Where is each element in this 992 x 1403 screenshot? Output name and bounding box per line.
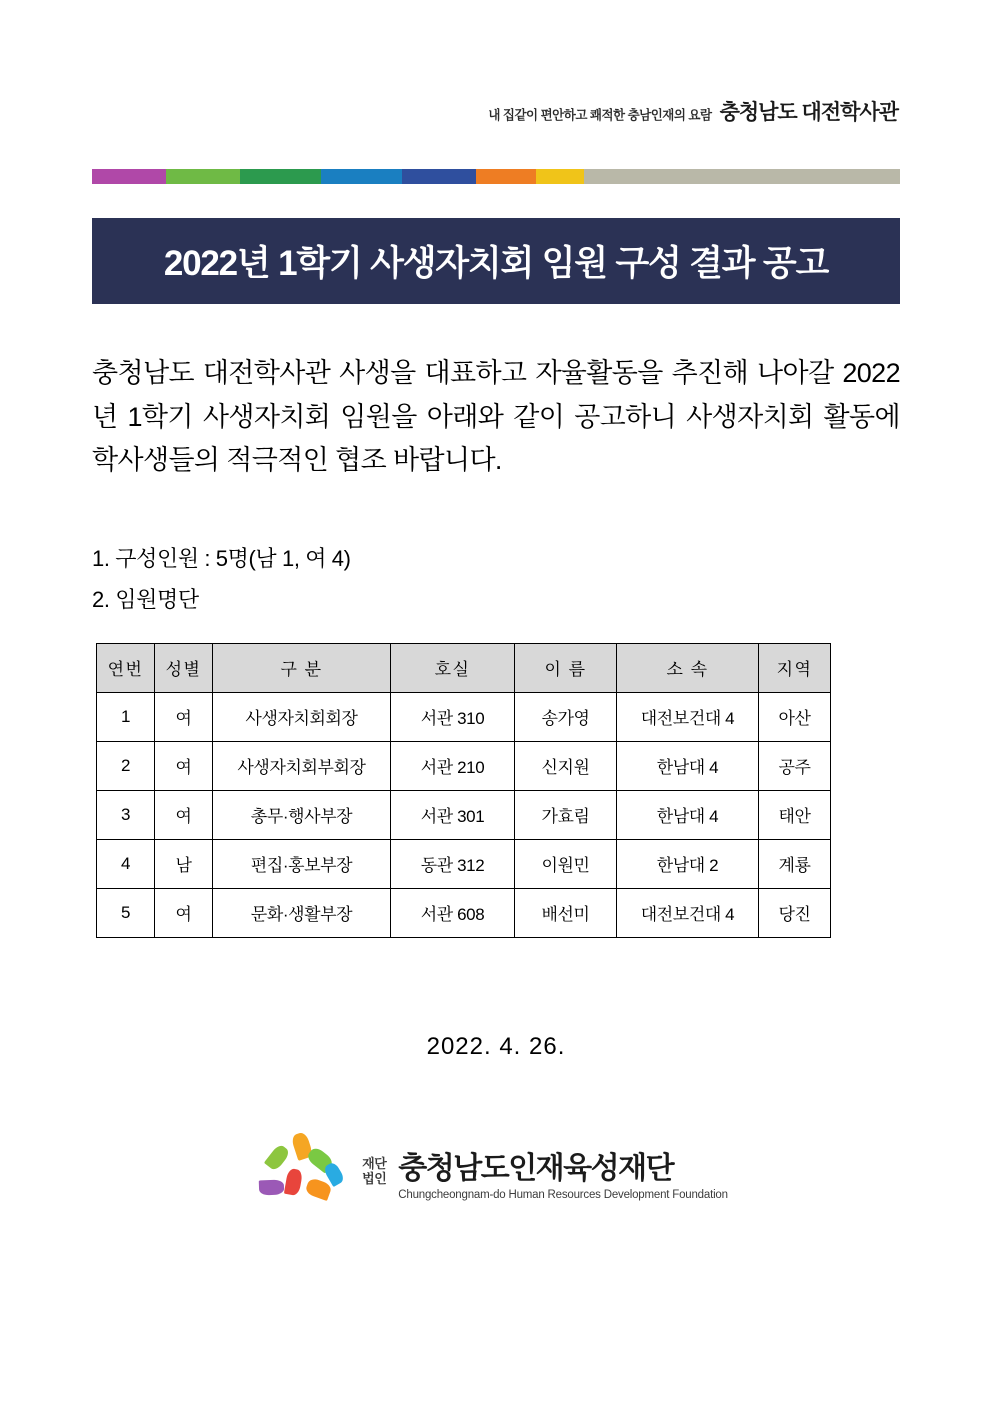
cell-region: 계룡 xyxy=(759,839,831,888)
footer-logo xyxy=(92,1133,900,1211)
page-title: 2022년 1학기 사생자치회 임원 구성 결과 공고 xyxy=(163,244,829,283)
decorative-color-ribbon xyxy=(92,169,900,184)
cell-name: 송가영 xyxy=(515,692,617,741)
intro-paragraph: 충청남도 대전학사관 사생을 대표하고 자율활동을 추진해 나아갈 2022년 1학기 사생자치회 임원을 아래와 같이 공고하니 사생자치회 활동에 학사생들의 적극적인 협조 바랍니다. xyxy=(92,358,900,476)
column-header-role: 구 분 xyxy=(213,643,391,692)
title-banner xyxy=(92,218,900,304)
header-slogan: 내 집같이 편안하고 쾌적한 충남인재의 요람 xyxy=(488,107,712,123)
column-header-org: 소 속 xyxy=(617,643,759,692)
cell-role: 사생자치회회장 xyxy=(213,692,391,741)
cell-region: 당진 xyxy=(759,888,831,937)
numbered-list xyxy=(92,539,900,620)
foundation-name xyxy=(398,1143,728,1201)
ribbon-segment xyxy=(584,169,900,184)
ribbon-segment xyxy=(476,169,537,184)
cell-room: 동관 312 xyxy=(391,839,515,888)
publication-date: 2022. 4. 26. xyxy=(426,1032,566,1060)
cell-no: 4 xyxy=(97,839,155,888)
cell-name: 배선미 xyxy=(515,888,617,937)
table-row xyxy=(97,692,831,741)
cell-no: 1 xyxy=(97,692,155,741)
cell-role: 총무·행사부장 xyxy=(213,790,391,839)
foundation-tag-line2: 법인 xyxy=(362,1170,387,1186)
foundation-name-kr: 충청남도인재육성재단 xyxy=(398,1151,674,1185)
column-header-region: 지역 xyxy=(759,643,831,692)
table-row xyxy=(97,741,831,790)
ribbon-segment xyxy=(166,169,240,184)
cell-room: 서관 310 xyxy=(391,692,515,741)
officer-roster-table xyxy=(96,643,831,938)
ribbon-segment xyxy=(240,169,321,184)
column-header-no: 연번 xyxy=(97,643,155,692)
cell-region: 아산 xyxy=(759,692,831,741)
foundation-logo-icon xyxy=(264,1133,350,1211)
cell-org: 대전보건대 4 xyxy=(617,888,759,937)
cell-room: 서관 608 xyxy=(391,888,515,937)
ribbon-segment xyxy=(536,169,583,184)
foundation-legal-tag xyxy=(362,1157,386,1187)
cell-org: 대전보건대 4 xyxy=(617,692,759,741)
column-header-gender: 성별 xyxy=(155,643,213,692)
cell-name: 신지원 xyxy=(515,741,617,790)
cell-gender: 남 xyxy=(155,839,213,888)
list-item-member-count: 1. 구성인원 : 5명(남 1, 여 4) xyxy=(92,546,351,572)
foundation-tag-line1: 재단 xyxy=(362,1155,387,1171)
table-row xyxy=(97,839,831,888)
cell-role: 사생자치회부회장 xyxy=(213,741,391,790)
cell-region: 공주 xyxy=(759,741,831,790)
cell-gender: 여 xyxy=(155,741,213,790)
list-item-roster-label: 2. 임원명단 xyxy=(92,586,199,612)
foundation-name-en: Chungcheongnam-do Human Resources Development Foundation xyxy=(398,1188,728,1201)
cell-room: 서관 210 xyxy=(391,741,515,790)
cell-org: 한남대 4 xyxy=(617,790,759,839)
cell-no: 5 xyxy=(97,888,155,937)
column-header-name: 이 름 xyxy=(515,643,617,692)
table-row xyxy=(97,888,831,937)
cell-org: 한남대 4 xyxy=(617,741,759,790)
cell-no: 3 xyxy=(97,790,155,839)
cell-gender: 여 xyxy=(155,888,213,937)
cell-role: 문화·생활부장 xyxy=(213,888,391,937)
table-row xyxy=(97,790,831,839)
cell-org: 한남대 2 xyxy=(617,839,759,888)
ribbon-segment xyxy=(321,169,402,184)
cell-no: 2 xyxy=(97,741,155,790)
header-brand: 충청남도 대전학사관 xyxy=(719,101,898,124)
cell-role: 편집·홍보부장 xyxy=(213,839,391,888)
ribbon-segment xyxy=(402,169,476,184)
cell-gender: 여 xyxy=(155,692,213,741)
table-header-row xyxy=(97,643,831,692)
header-branding xyxy=(92,96,900,126)
column-header-room: 호실 xyxy=(391,643,515,692)
cell-name: 이원민 xyxy=(515,839,617,888)
cell-room: 서관 301 xyxy=(391,790,515,839)
cell-region: 태안 xyxy=(759,790,831,839)
cell-name: 가효림 xyxy=(515,790,617,839)
cell-gender: 여 xyxy=(155,790,213,839)
document-header xyxy=(92,0,900,160)
ribbon-segment xyxy=(92,169,166,184)
